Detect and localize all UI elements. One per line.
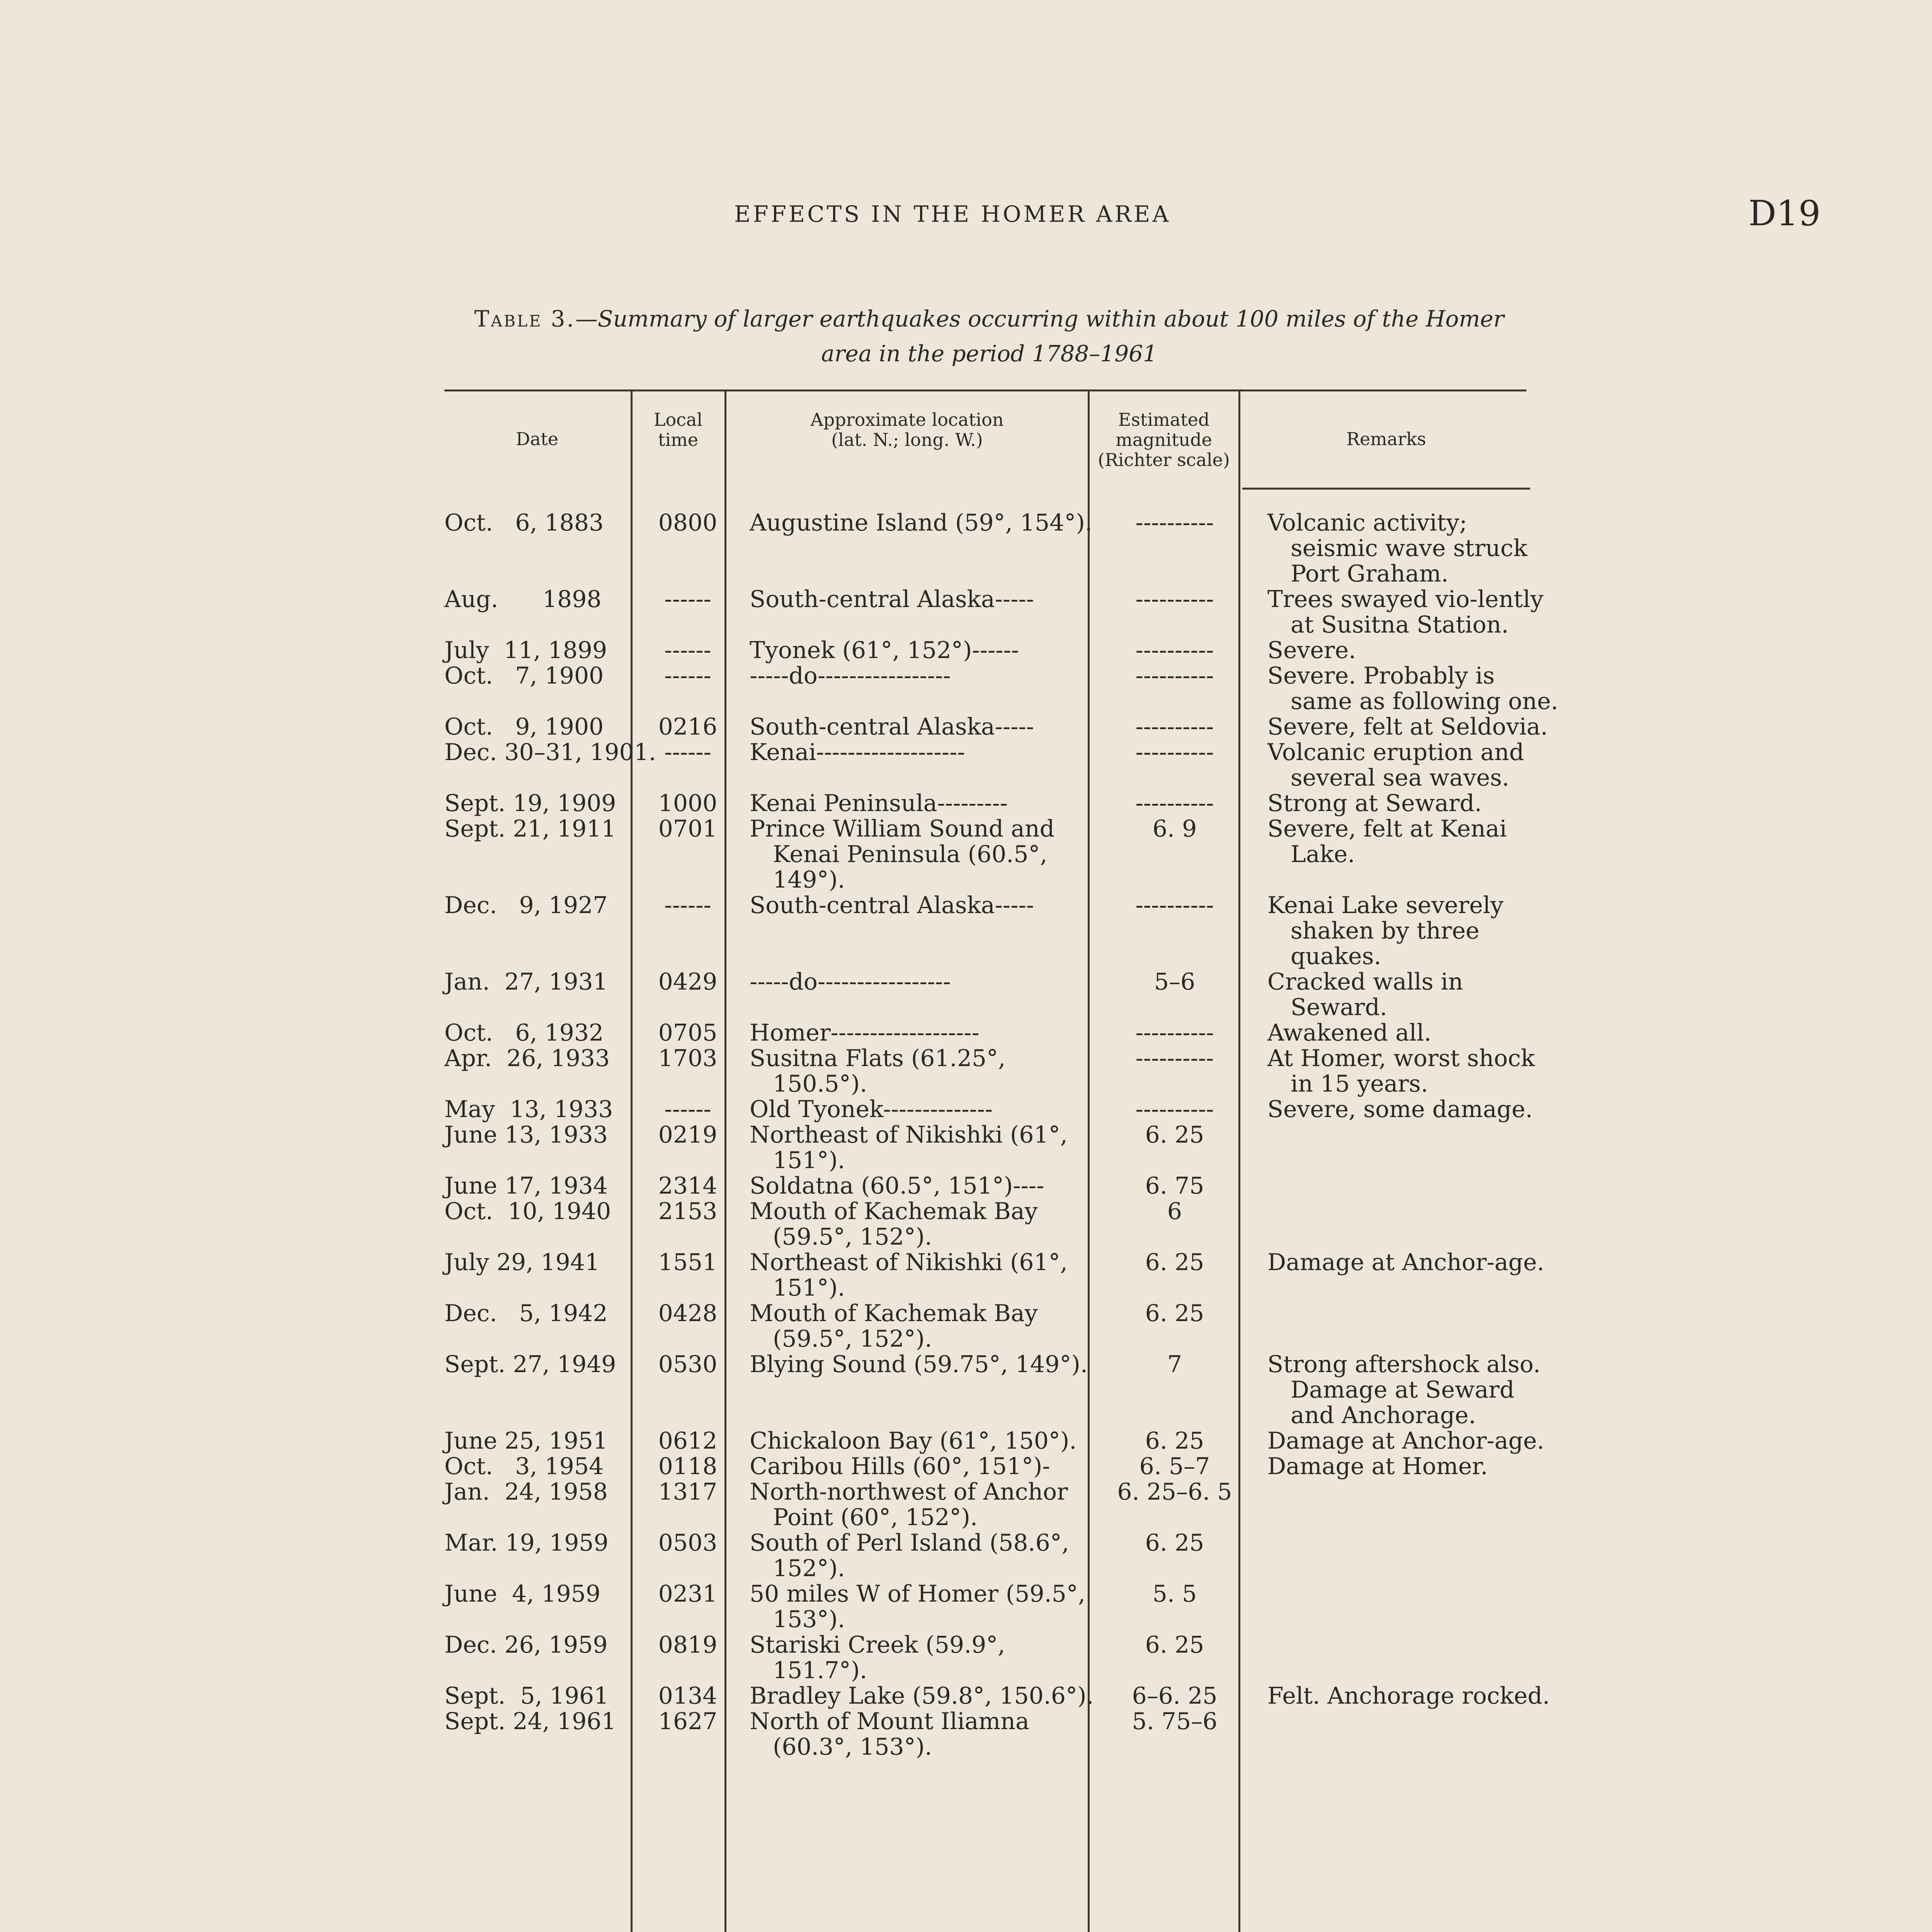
table-row bbox=[437, 1046, 1561, 1097]
table-row bbox=[437, 510, 1561, 587]
location-cell: Stariski Creek (59.9°, 151.7°). bbox=[750, 1631, 1005, 1684]
date-cell: July 11, 1899 bbox=[444, 637, 607, 664]
time-cell: ------ bbox=[664, 586, 711, 613]
magnitude-cell: 6. 25 bbox=[1145, 1529, 1204, 1556]
date-cell: Sept. 21, 1911 bbox=[444, 815, 616, 842]
table-row bbox=[437, 969, 1561, 1020]
date-cell: Oct. 6, 1932 bbox=[444, 1019, 604, 1046]
location-cell: North-northwest of Anchor Point (60°, 152°). bbox=[750, 1478, 1068, 1531]
table-row bbox=[437, 1173, 1561, 1199]
location-cell: Northeast of Nikishki (61°, 151°). bbox=[750, 1121, 1068, 1174]
table-row bbox=[437, 587, 1561, 638]
date-cell: Dec. 26, 1959 bbox=[444, 1631, 608, 1658]
location-cell: Blying Sound (59.75°, 149°). bbox=[750, 1351, 1088, 1378]
remarks-cell: Severe, felt at Seldovia. bbox=[1267, 713, 1548, 740]
location-cell: -----do----------------- bbox=[750, 662, 951, 689]
date-cell: Dec. 9, 1927 bbox=[444, 892, 608, 919]
location-cell: Old Tyonek-------------- bbox=[750, 1096, 993, 1123]
date-cell: Jan. 24, 1958 bbox=[444, 1478, 608, 1505]
column-header-date: Date bbox=[515, 429, 558, 449]
table-row bbox=[437, 1352, 1561, 1428]
magnitude-cell: ---------- bbox=[1135, 892, 1214, 919]
location-cell: Mouth of Kachemak Bay (59.5°, 152°). bbox=[750, 1300, 1038, 1352]
date-cell: Oct. 9, 1900 bbox=[444, 713, 604, 740]
time-cell: ------ bbox=[664, 1096, 711, 1123]
time-cell: 0503 bbox=[658, 1529, 718, 1556]
magnitude-cell: 5. 75–6 bbox=[1132, 1708, 1218, 1735]
time-cell: ------ bbox=[664, 739, 711, 766]
remarks-cell: Cracked walls in Seward. bbox=[1267, 968, 1463, 1021]
time-cell: 0219 bbox=[658, 1121, 718, 1148]
magnitude-cell: 6. 25 bbox=[1145, 1427, 1204, 1454]
table-row bbox=[437, 1122, 1561, 1173]
location-cell: Susitna Flats (61.25°, 150.5°). bbox=[750, 1045, 1006, 1097]
remarks-cell: Damage at Anchor-age. bbox=[1267, 1249, 1544, 1276]
location-cell: Kenai------------------- bbox=[750, 739, 965, 766]
table-row bbox=[437, 663, 1561, 714]
magnitude-cell: 6. 5–7 bbox=[1139, 1453, 1210, 1480]
remarks-cell: Volcanic activity; seismic wave struck Port Graham. bbox=[1267, 509, 1527, 587]
time-cell: 0429 bbox=[658, 968, 718, 995]
magnitude-cell: ---------- bbox=[1135, 586, 1214, 613]
remarks-cell: Kenai Lake severely shaken by three quakes. bbox=[1267, 892, 1503, 970]
location-cell: Caribou Hills (60°, 151°)- bbox=[750, 1453, 1050, 1480]
magnitude-cell: ---------- bbox=[1135, 1045, 1214, 1072]
table-row bbox=[437, 714, 1561, 740]
remarks-cell: Strong aftershock also. Damage at Seward and Anchorage. bbox=[1267, 1351, 1541, 1429]
column-header-time: Local time bbox=[653, 409, 703, 450]
remarks-cell: Severe, some damage. bbox=[1267, 1096, 1533, 1123]
location-cell: Mouth of Kachemak Bay (59.5°, 152°). bbox=[750, 1198, 1038, 1250]
remarks-cell: Severe, felt at Kenai Lake. bbox=[1267, 815, 1507, 868]
time-cell: 0118 bbox=[658, 1453, 718, 1480]
page-number: D19 bbox=[1748, 193, 1821, 234]
column-header-remarks: Remarks bbox=[1346, 429, 1426, 449]
date-cell: Apr. 26, 1933 bbox=[444, 1045, 610, 1072]
location-cell: Northeast of Nikishki (61°, 151°). bbox=[750, 1249, 1068, 1301]
table-row bbox=[437, 1632, 1561, 1683]
location-cell: South-central Alaska----- bbox=[750, 586, 1034, 613]
location-cell: North of Mount Iliamna (60.3°, 153°). bbox=[750, 1708, 1029, 1760]
date-cell: Oct. 7, 1900 bbox=[444, 662, 604, 689]
magnitude-cell: ---------- bbox=[1135, 662, 1214, 689]
table-row bbox=[437, 1683, 1561, 1709]
date-cell: Jan. 27, 1931 bbox=[444, 968, 608, 995]
location-cell: Homer------------------- bbox=[750, 1019, 980, 1046]
time-cell: 0231 bbox=[658, 1580, 718, 1607]
remarks-cell: Damage at Homer. bbox=[1267, 1453, 1488, 1480]
magnitude-cell: 6. 9 bbox=[1152, 815, 1197, 842]
magnitude-cell: ---------- bbox=[1135, 637, 1214, 664]
magnitude-cell: 7 bbox=[1167, 1351, 1182, 1378]
date-cell: Dec. 5, 1942 bbox=[444, 1300, 608, 1327]
date-cell: Dec. 30–31, 1901. bbox=[444, 739, 656, 766]
magnitude-cell: 6. 75 bbox=[1145, 1172, 1204, 1199]
remarks-cell: Volcanic eruption and several sea waves. bbox=[1267, 739, 1524, 791]
date-cell: Oct. 3, 1954 bbox=[444, 1453, 604, 1480]
earthquake-table bbox=[437, 510, 1561, 1760]
table-row bbox=[437, 1479, 1561, 1530]
remarks-cell: Severe. bbox=[1267, 637, 1356, 664]
table-row bbox=[437, 1530, 1561, 1581]
remarks-cell: Damage at Anchor-age. bbox=[1267, 1427, 1544, 1454]
caption-label: Table 3. bbox=[474, 306, 575, 332]
table-row bbox=[437, 740, 1561, 791]
location-cell: South of Perl Island (58.6°, 152°). bbox=[750, 1529, 1069, 1582]
magnitude-cell: 5–6 bbox=[1154, 968, 1196, 995]
table-row bbox=[437, 1581, 1561, 1632]
magnitude-cell: 6. 25 bbox=[1145, 1300, 1204, 1327]
magnitude-cell: 6. 25–6. 5 bbox=[1117, 1478, 1232, 1505]
table-row bbox=[437, 1301, 1561, 1352]
time-cell: ------ bbox=[664, 892, 711, 919]
table-row bbox=[437, 1250, 1561, 1301]
location-cell: Prince William Sound and Kenai Peninsula (60.5°, 149°). bbox=[750, 815, 1054, 893]
table-row bbox=[437, 893, 1561, 969]
time-cell: 1317 bbox=[658, 1478, 718, 1505]
remarks-cell: Strong at Seward. bbox=[1267, 790, 1482, 817]
magnitude-cell: ---------- bbox=[1135, 790, 1214, 817]
table-row bbox=[437, 791, 1561, 816]
table-row bbox=[437, 1454, 1561, 1479]
remarks-cell: Awakened all. bbox=[1267, 1019, 1432, 1046]
magnitude-cell: 6. 25 bbox=[1145, 1631, 1204, 1658]
location-cell: Soldatna (60.5°, 151°)---- bbox=[750, 1172, 1044, 1199]
time-cell: 0705 bbox=[658, 1019, 718, 1046]
time-cell: 2314 bbox=[658, 1172, 718, 1199]
table-caption bbox=[448, 301, 1530, 371]
time-cell: 1000 bbox=[658, 790, 718, 817]
date-cell: Aug. 1898 bbox=[444, 586, 602, 613]
column-header-location: Approximate location (lat. N.; long. W.) bbox=[810, 409, 1004, 450]
table-row bbox=[437, 816, 1561, 893]
location-cell: South-central Alaska----- bbox=[750, 713, 1034, 740]
time-cell: 2153 bbox=[658, 1198, 718, 1225]
magnitude-cell: 6–6. 25 bbox=[1132, 1682, 1218, 1709]
time-cell: 1703 bbox=[658, 1045, 718, 1072]
remarks-cell: Severe. Probably is same as following one. bbox=[1267, 662, 1558, 715]
location-cell: Bradley Lake (59.8°, 150.6°). bbox=[750, 1682, 1094, 1709]
time-cell: 0428 bbox=[658, 1300, 718, 1327]
time-cell: 0800 bbox=[658, 509, 718, 536]
caption-text: —Summary of larger earthquakes occurring within about 100 miles of the Homer area in the period 1788–1961 bbox=[575, 306, 1504, 367]
time-cell: 0701 bbox=[658, 815, 718, 842]
time-cell: 0216 bbox=[658, 713, 718, 740]
location-cell: Kenai Peninsula--------- bbox=[750, 790, 1008, 817]
date-cell: Oct. 10, 1940 bbox=[444, 1198, 611, 1225]
time-cell: 0612 bbox=[658, 1427, 718, 1454]
column-header-magnitude: Estimated magnitude (Richter scale) bbox=[1098, 409, 1230, 470]
date-cell: Sept. 5, 1961 bbox=[444, 1682, 609, 1709]
date-cell: June 17, 1934 bbox=[444, 1172, 608, 1199]
date-cell: Sept. 19, 1909 bbox=[444, 790, 616, 817]
time-cell: 0530 bbox=[658, 1351, 718, 1378]
remarks-cell: Trees swayed vio-lently at Susitna Station. bbox=[1267, 586, 1544, 638]
time-cell: 1627 bbox=[658, 1708, 718, 1735]
table-row bbox=[437, 1709, 1561, 1760]
date-cell: June 4, 1959 bbox=[444, 1580, 601, 1607]
location-cell: Tyonek (61°, 152°)------ bbox=[750, 637, 1019, 664]
remarks-cell: At Homer, worst shock in 15 years. bbox=[1267, 1045, 1535, 1097]
table-row bbox=[437, 1428, 1561, 1454]
table-top-rule bbox=[444, 389, 1526, 391]
location-cell: 50 miles W of Homer (59.5°, 153°). bbox=[750, 1580, 1085, 1633]
date-cell: Sept. 24, 1961 bbox=[444, 1708, 616, 1735]
date-cell: July 29, 1941 bbox=[444, 1249, 600, 1276]
time-cell: ------ bbox=[664, 637, 711, 664]
date-cell: June 13, 1933 bbox=[444, 1121, 608, 1148]
location-cell: South-central Alaska----- bbox=[750, 892, 1034, 919]
time-cell: 0134 bbox=[658, 1682, 718, 1709]
table-row bbox=[437, 1020, 1561, 1046]
date-cell: June 25, 1951 bbox=[444, 1427, 608, 1454]
magnitude-cell: ---------- bbox=[1135, 713, 1214, 740]
magnitude-cell: 5. 5 bbox=[1152, 1580, 1197, 1607]
header-bottom-rule bbox=[1242, 488, 1530, 490]
running-header: EFFECTS IN THE HOMER AREA bbox=[734, 201, 1171, 227]
magnitude-cell: ---------- bbox=[1135, 1019, 1214, 1046]
table-row bbox=[437, 638, 1561, 663]
magnitude-cell: 6. 25 bbox=[1145, 1249, 1204, 1276]
table-row bbox=[437, 1097, 1561, 1122]
date-cell: Oct. 6, 1883 bbox=[444, 509, 604, 536]
location-cell: -----do----------------- bbox=[750, 968, 951, 995]
date-cell: May 13, 1933 bbox=[444, 1096, 613, 1123]
magnitude-cell: 6. 25 bbox=[1145, 1121, 1204, 1148]
date-cell: Sept. 27, 1949 bbox=[444, 1351, 616, 1378]
location-cell: Augustine Island (59°, 154°). bbox=[750, 509, 1092, 536]
magnitude-cell: ---------- bbox=[1135, 739, 1214, 766]
location-cell: Chickaloon Bay (61°, 150°). bbox=[750, 1427, 1077, 1454]
time-cell: ------ bbox=[664, 662, 711, 689]
time-cell: 0819 bbox=[658, 1631, 718, 1658]
date-cell: Mar. 19, 1959 bbox=[444, 1529, 609, 1556]
table-row bbox=[437, 1199, 1561, 1250]
magnitude-cell: ---------- bbox=[1135, 509, 1214, 536]
magnitude-cell: 6 bbox=[1167, 1198, 1182, 1225]
magnitude-cell: ---------- bbox=[1135, 1096, 1214, 1123]
remarks-cell: Felt. Anchorage rocked. bbox=[1267, 1682, 1550, 1709]
time-cell: 1551 bbox=[658, 1249, 718, 1276]
